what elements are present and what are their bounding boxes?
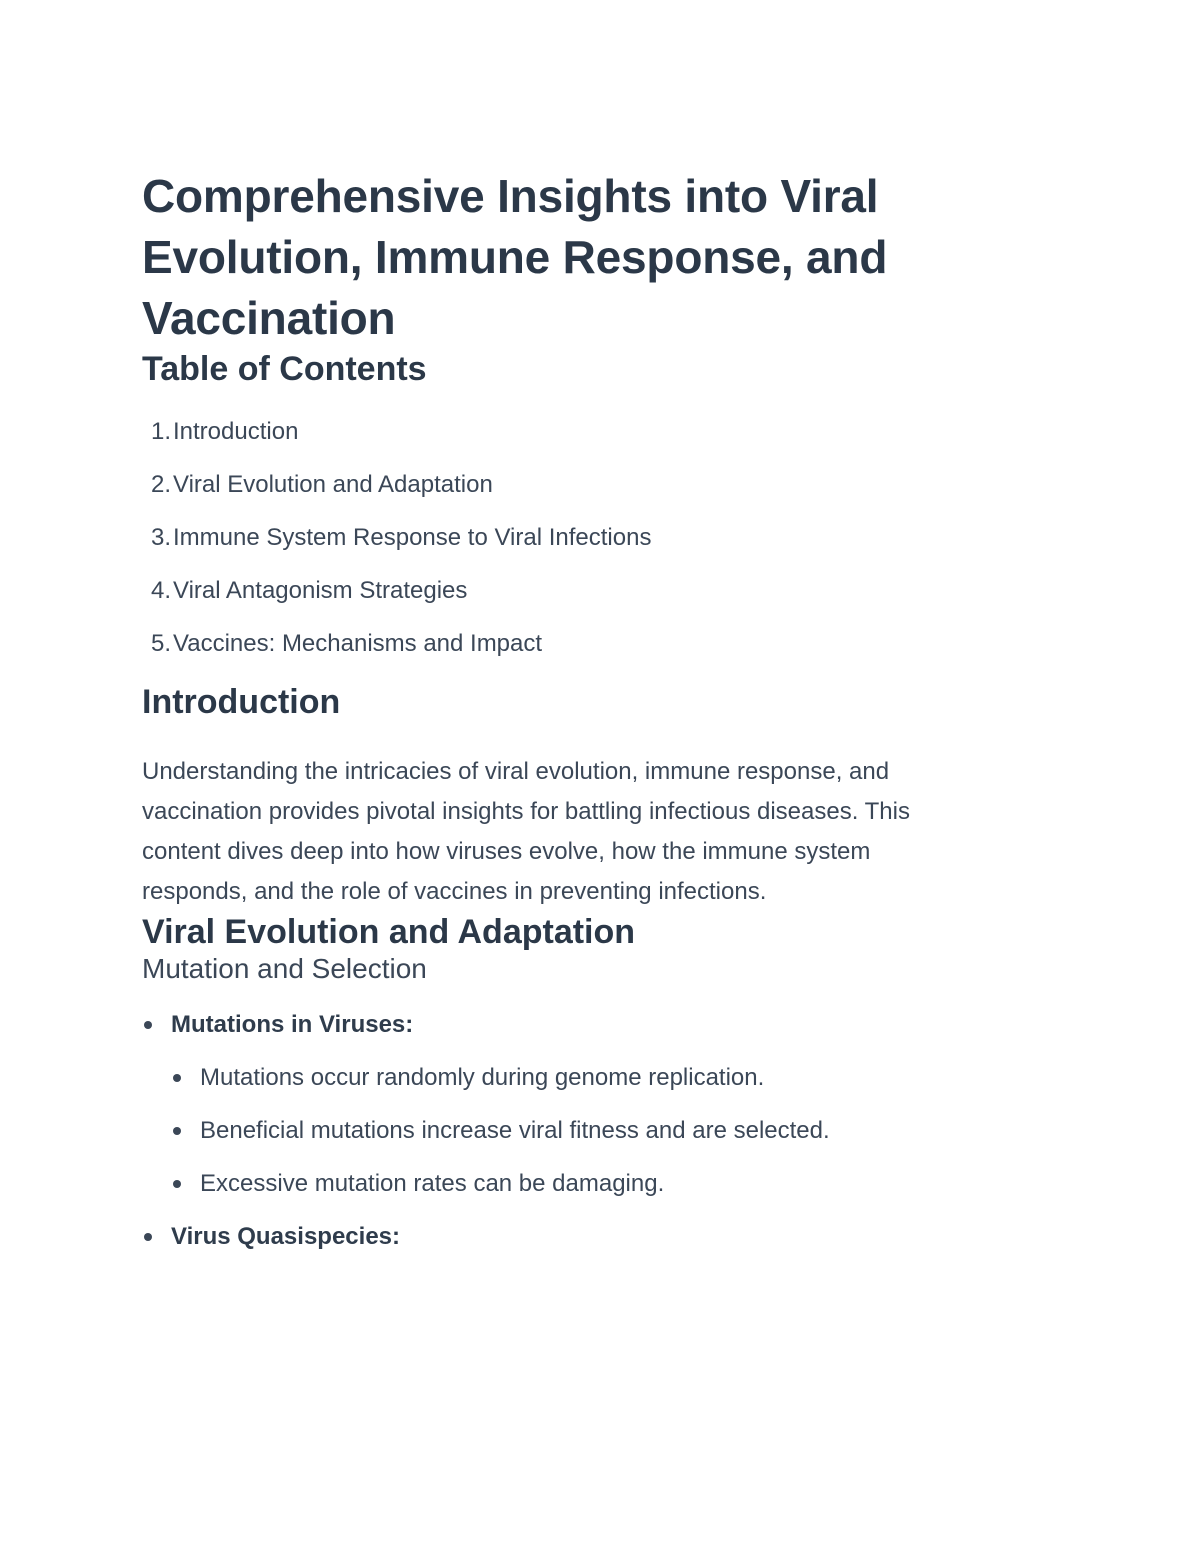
bullet-icon bbox=[173, 1074, 181, 1082]
toc-item-viral-evolution[interactable] bbox=[142, 470, 1062, 500]
toc-heading: Table of Contents bbox=[142, 350, 427, 388]
bullet-icon bbox=[173, 1127, 181, 1135]
toc-item-vaccines[interactable] bbox=[142, 629, 1062, 659]
toc-item-number: 5. bbox=[150, 630, 171, 657]
table-of-contents bbox=[142, 417, 1062, 659]
toc-item-label: Introduction bbox=[173, 418, 299, 445]
mutation-bullet-list bbox=[142, 1010, 1062, 1252]
introduction-heading: Introduction bbox=[142, 683, 341, 721]
document-title bbox=[142, 166, 1062, 349]
toc-item-label: Viral Evolution and Adaptation bbox=[173, 471, 493, 498]
toc-item-number: 2. bbox=[150, 471, 171, 498]
toc-item-immune-response[interactable] bbox=[142, 523, 1062, 553]
toc-item-introduction[interactable] bbox=[142, 417, 1062, 447]
bullet-icon bbox=[144, 1021, 152, 1029]
list-item-label: Mutations in Viruses: bbox=[171, 1011, 414, 1038]
paragraph-line: Understanding the intricacies of viral evolution, immune response, and bbox=[142, 758, 890, 785]
title-line-3: Vaccination bbox=[142, 292, 396, 344]
toc-item-label: Viral Antagonism Strategies bbox=[173, 577, 468, 604]
list-item-label: Mutations occur randomly during genome replication. bbox=[200, 1064, 765, 1091]
toc-item-number: 4. bbox=[150, 577, 171, 604]
list-item bbox=[142, 1222, 1062, 1252]
bullet-icon bbox=[173, 1180, 181, 1188]
title-line-2: Evolution, Immune Response, and bbox=[142, 231, 888, 283]
paragraph-line: content dives deep into how viruses evolve, how the immune system bbox=[142, 838, 871, 865]
list-item bbox=[142, 1116, 1062, 1146]
list-item-label: Excessive mutation rates can be damaging. bbox=[200, 1170, 665, 1197]
paragraph-line: vaccination provides pivotal insights for battling infectious diseases. This bbox=[142, 798, 910, 825]
toc-item-label: Immune System Response to Viral Infections bbox=[173, 524, 652, 551]
paragraph-line: responds, and the role of vaccines in preventing infections. bbox=[142, 878, 767, 905]
list-item bbox=[142, 1063, 1062, 1093]
title-line-1: Comprehensive Insights into Viral bbox=[142, 170, 879, 222]
list-item bbox=[142, 1169, 1062, 1199]
introduction-paragraph bbox=[142, 752, 1062, 912]
toc-item-number: 1. bbox=[150, 418, 171, 445]
list-item-label: Virus Quasispecies: bbox=[171, 1223, 401, 1250]
toc-item-number: 3. bbox=[150, 524, 171, 551]
mutation-selection-subheading: Mutation and Selection bbox=[142, 953, 427, 984]
toc-item-label: Vaccines: Mechanisms and Impact bbox=[173, 630, 543, 657]
list-item-label: Beneficial mutations increase viral fitness and are selected. bbox=[200, 1117, 830, 1144]
list-item bbox=[142, 1010, 1062, 1040]
toc-item-viral-antagonism[interactable] bbox=[142, 576, 1062, 606]
bullet-icon bbox=[144, 1233, 152, 1241]
viral-evolution-heading: Viral Evolution and Adaptation bbox=[142, 913, 636, 951]
document-page bbox=[142, 166, 1062, 1275]
